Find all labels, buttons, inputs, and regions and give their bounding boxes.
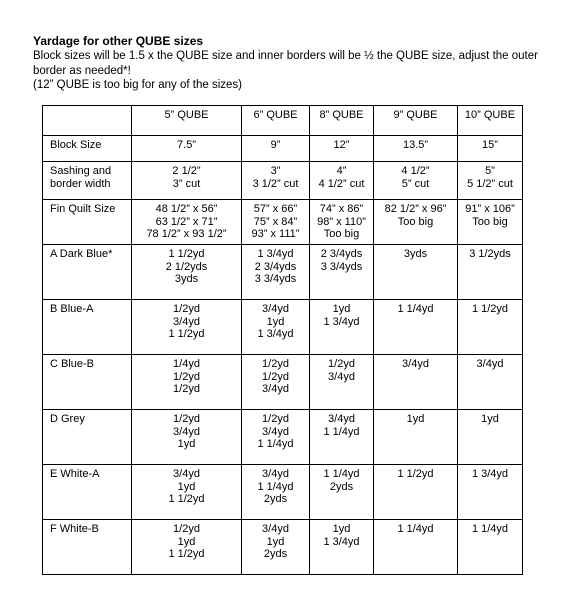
table-cell [458,136,523,162]
cell-line: Too big [323,228,360,240]
cell-line: 74” x 86” [319,203,364,215]
table-cell [310,162,374,200]
cell-line: 1/2yd [262,358,289,370]
row-label: D Grey [43,410,132,465]
cell-line: 1 1/2yd [168,328,205,340]
cell-line: 3” [270,165,281,177]
table-row [43,520,523,575]
cell-line: 2 1/2” [172,165,201,177]
cell-line: 91” x 106” [465,203,515,215]
table-cell [132,520,242,575]
table-cell [132,355,242,410]
row-label [43,162,132,200]
cell-line: 1 1/4yd [397,523,434,535]
table-cell [458,300,523,355]
row-label: A Dark Blue* [43,245,132,300]
cell-line: 1yd [406,413,425,425]
cell-line: 2yds [329,480,354,493]
cell-line: 3/4yd [262,383,289,395]
cell-line: 3/4yd [328,370,355,383]
table-row [43,200,523,245]
cell-line: 4 1/2” cut [318,177,365,190]
table-cell [132,465,242,520]
table-row [43,465,523,520]
cell-line: 1 1/2yd [168,548,205,560]
cell-line: 3/4yd [402,358,429,370]
cell-line: 3/4yd [328,413,355,425]
header-corner-cell [43,106,132,136]
cell-line: 1/2yd [262,370,289,383]
row-label: E White-A [43,465,132,520]
cell-line: 1yd [266,535,285,548]
table-cell [132,245,242,300]
table-cell [458,410,523,465]
row-label: C Blue-B [43,355,132,410]
table-cell [458,162,523,200]
cell-line: 1 1/4yd [323,468,360,480]
table-cell [132,300,242,355]
cell-line: 1 1/4yd [257,438,294,450]
table-row [43,245,523,300]
yardage-table [42,105,523,575]
cell-line: 75” x 84” [253,215,298,228]
cell-line: 3yds [403,248,428,260]
cell-line: 1yd [177,535,196,548]
table-cell [374,355,458,410]
column-header: 5” QUBE [132,106,242,136]
column-header: 10” QUBE [458,106,523,136]
cell-line: 3 1/2” cut [252,177,299,190]
table-cell [310,200,374,245]
cell-line: 4” [336,165,347,177]
cell-line: 1yd [266,315,285,328]
table-cell [374,520,458,575]
cell-line: 2 3/4yds [320,248,363,260]
table-cell [132,200,242,245]
cell-line: 3yds [174,273,199,285]
cell-line: 1yd [332,303,351,315]
cell-line: 1 1/4yd [323,425,360,438]
cell-line: 12” [333,139,350,151]
table-cell [458,200,523,245]
cell-line: 2 3/4yds [254,260,297,273]
cell-line: 1 1/2yd [397,468,434,480]
cell-line: 3” cut [172,177,201,190]
cell-line: 2yds [263,493,288,505]
table-row [43,162,523,200]
table-cell [242,162,310,200]
table-cell [242,245,310,300]
table-cell [242,465,310,520]
cell-line: 1/2yd [173,370,200,383]
table-header-row [43,106,523,136]
cell-line: 3 3/4yds [320,260,363,273]
table-cell [132,162,242,200]
row-label-line: Sashing and [50,165,112,177]
cell-line: 1yd [481,413,499,425]
table-row [43,300,523,355]
document-intro [33,33,558,93]
table-row [43,410,523,465]
table-cell [458,520,523,575]
cell-line: 3/4yd [173,425,200,438]
table-cell [310,355,374,410]
cell-line: 1/2yd [173,383,200,395]
table-row [43,136,523,162]
cell-line: 1 3/4yd [257,248,294,260]
cell-line: 57” x 66” [253,203,298,215]
cell-line: 15” [482,139,498,151]
cell-line: 1 3/4yd [323,315,360,328]
cell-line: 9” [270,139,281,151]
cell-line: 1 1/2yd [168,493,205,505]
cell-line: 2 1/2yds [165,260,208,273]
table-cell [242,136,310,162]
cell-line: 98” x 110” [317,215,366,228]
table-cell [132,136,242,162]
cell-line: 7.5” [177,139,196,151]
cell-line: 3/4yd [173,315,200,328]
row-label: B Blue-A [43,300,132,355]
table-cell [374,465,458,520]
table-cell [132,410,242,465]
table-cell [458,245,523,300]
cell-line: 1/2yd [262,413,289,425]
intro-line-3: (12” QUBE is too big for any of the sizes) [33,79,243,91]
table-row [43,355,523,410]
column-header: 9” QUBE [374,106,458,136]
cell-line: 3 1/2yds [469,248,511,260]
document-title: Yardage for other QUBE sizes [33,34,204,48]
column-header: 8” QUBE [310,106,374,136]
cell-line: 13.5” [402,139,429,151]
cell-line: 63 1/2” x 71” [155,215,218,228]
table-cell [374,200,458,245]
cell-line: 3 3/4yds [254,273,297,285]
table-cell [242,520,310,575]
cell-line: 1/4yd [173,358,200,370]
table-cell [310,136,374,162]
table-cell [310,410,374,465]
cell-line: 3/4yd [173,468,200,480]
cell-line: 3/4yd [262,425,289,438]
table-cell [374,410,458,465]
intro-line-1: Block sizes will be 1.5 x the QUBE size and inner borders will be ½ the QUBE size, adjust the outer [33,50,538,62]
cell-line: Too big [397,215,434,228]
cell-line: 2yds [263,548,288,560]
cell-line: 1 1/4yd [257,480,294,493]
cell-line: 1 3/4yd [471,468,509,480]
table-cell [374,245,458,300]
row-label: Block Size [43,136,132,162]
cell-line: 1 1/2yd [471,303,509,315]
cell-line: Too big [472,215,508,228]
cell-line: 3/4yd [262,523,289,535]
row-label: F White-B [43,520,132,575]
cell-line: 93” x 111” [251,228,300,240]
cell-line: 1 1/4yd [471,523,509,535]
row-label-line: border width [50,177,111,190]
cell-line: 1yd [332,523,351,535]
cell-line: 1 3/4yd [257,328,294,340]
cell-line: 82 1/2” x 96” [384,203,447,215]
table-cell [242,200,310,245]
table-cell [374,136,458,162]
cell-line: 1 3/4yd [323,535,360,548]
column-header: 6” QUBE [242,106,310,136]
cell-line: 3/4yd [262,303,289,315]
cell-line: 1yd [177,438,196,450]
cell-line: 1/2yd [173,303,200,315]
cell-line: 1yd [177,480,196,493]
table-cell [242,300,310,355]
table-cell [310,300,374,355]
table-cell [310,520,374,575]
cell-line: 1 1/2yd [168,248,205,260]
cell-line: 5 1/2” cut [467,177,513,190]
table-cell [458,465,523,520]
table-cell [374,300,458,355]
cell-line: 1/2yd [173,413,200,425]
cell-line: 5” [485,165,495,177]
table-cell [458,355,523,410]
intro-line-2: border as needed*! [33,64,131,77]
table-cell [242,410,310,465]
cell-line: 4 1/2” [401,165,430,177]
table-cell [310,465,374,520]
cell-line: 1/2yd [173,523,200,535]
cell-line: 1 1/4yd [397,303,434,315]
row-label: Fin Quilt Size [43,200,132,245]
table-cell [310,245,374,300]
cell-line: 1/2yd [328,358,355,370]
cell-line: 48 1/2” x 56” [155,203,218,215]
cell-line: 5” cut [401,177,430,190]
table-cell [242,355,310,410]
cell-line: 3/4yd [262,468,289,480]
cell-line: 3/4yd [476,358,504,370]
table-cell [374,162,458,200]
cell-line: 78 1/2” x 93 1/2” [146,228,227,240]
